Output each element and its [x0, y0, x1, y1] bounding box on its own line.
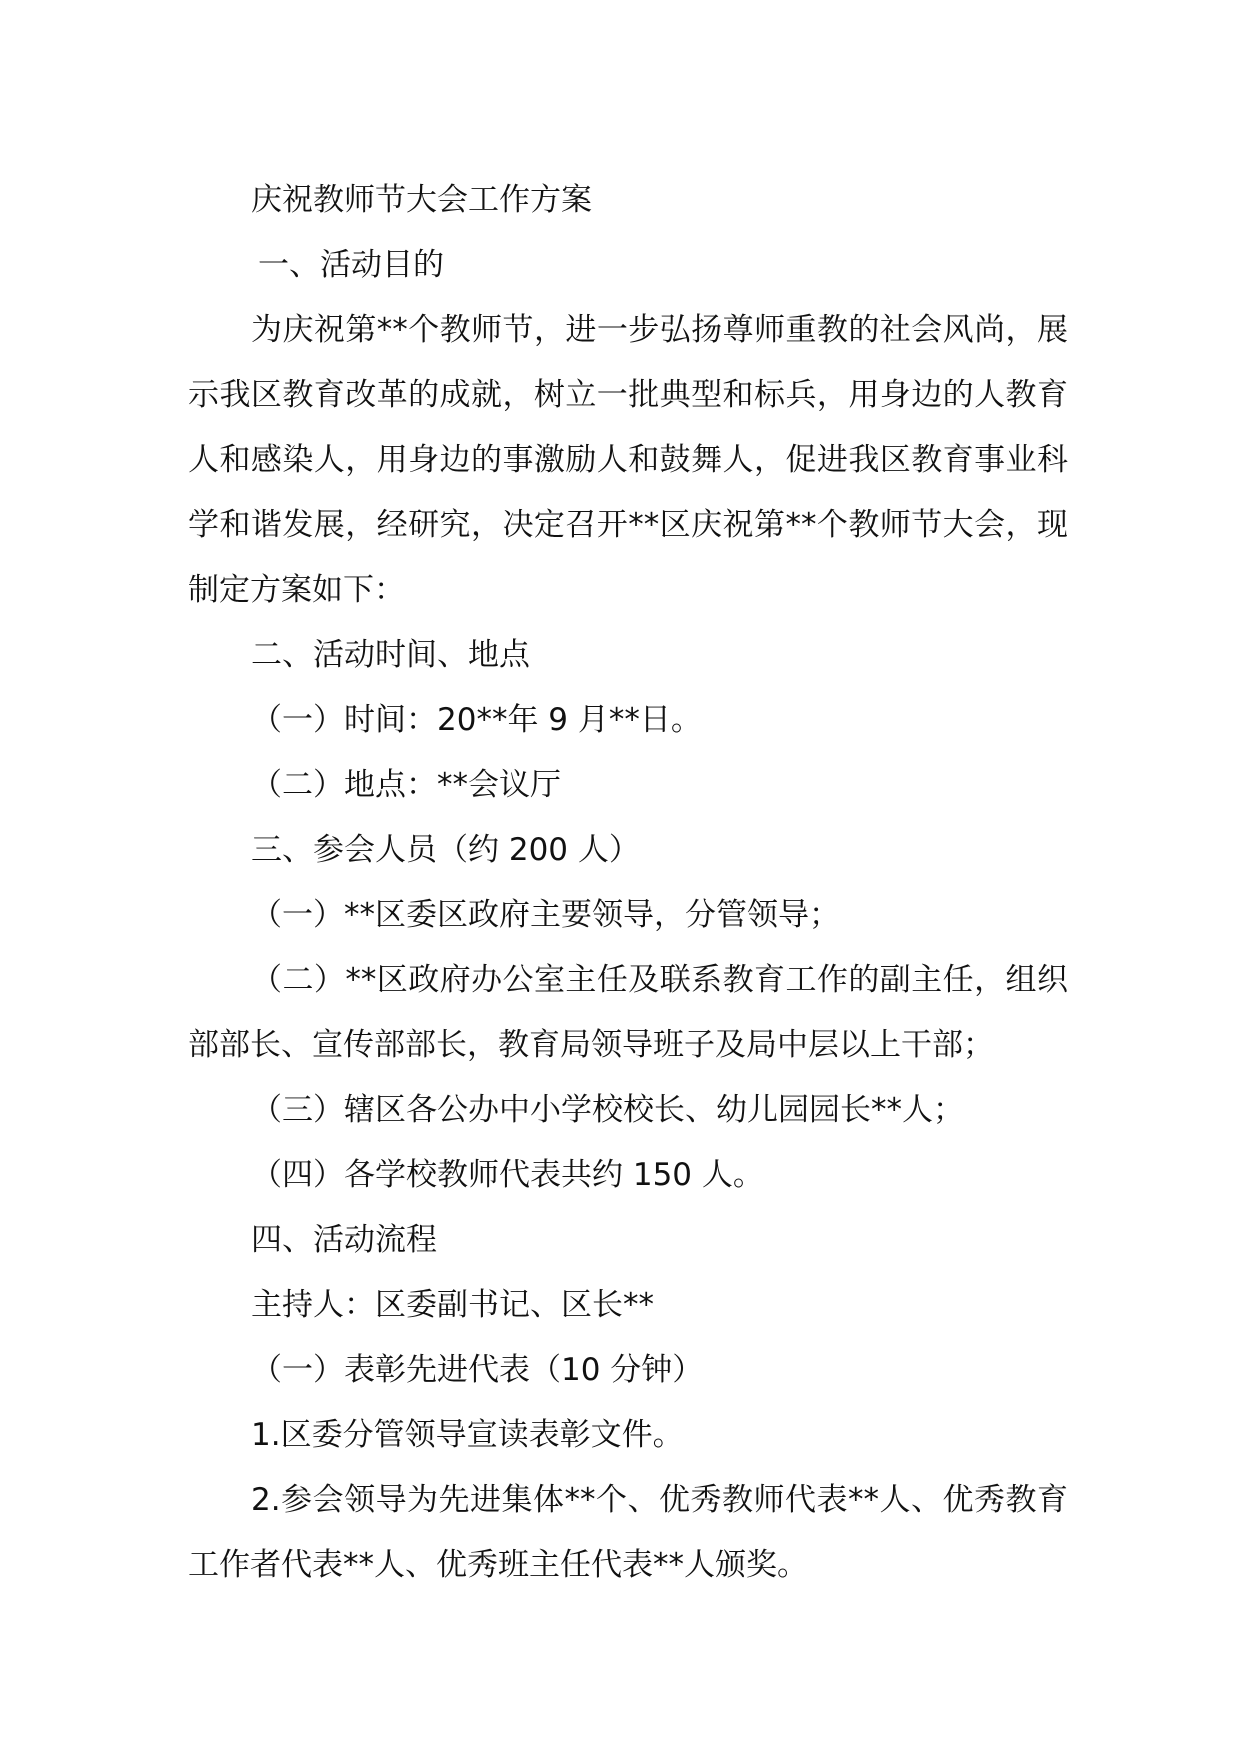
paragraph-attendees-2: （二）**区政府办公室主任及联系教育工作的副主任，组织部部长、宣传部部长，教育局领导班子及局中层以上干部；	[188, 962, 1068, 1063]
section-heading-purpose: 一、活动目的	[258, 247, 444, 283]
paragraph-attendees-3: （三）辖区各公办中小学校校长、幼儿园园长**人；	[251, 1092, 964, 1128]
paragraph-purpose: 为庆祝第**个教师节，进一步弘扬尊师重教的社会风尚，展示我区教育改革的成就，树立一批典型和标兵，用身边的人教育人和感染人，用身边的事激励人和鼓舞人，促进我区教育事业科学和谐发展，经研究，决定召开**区庆祝第**个教师节大会，现制定方案如下：	[188, 312, 1068, 608]
document-title: 庆祝教师节大会工作方案	[251, 182, 592, 218]
section-heading-process: 四、活动流程	[251, 1222, 437, 1258]
paragraph-commendation: （一）表彰先进代表（10 分钟）	[251, 1352, 704, 1388]
paragraph-attendees-1: （一）**区委区政府主要领导，分管领导；	[251, 897, 840, 933]
document-body	[188, 168, 1068, 1598]
section-heading-attendees: 三、参会人员（约 200 人）	[251, 832, 640, 868]
paragraph-attendees-4: （四）各学校教师代表共约 150 人。	[251, 1157, 764, 1193]
section-heading-time-place: 二、活动时间、地点	[251, 637, 530, 673]
paragraph-step-1: 1.区委分管领导宣读表彰文件。	[251, 1417, 684, 1453]
paragraph-place: （二）地点：**会议厅	[251, 767, 561, 803]
paragraph-host: 主持人：区委副书记、区长**	[251, 1287, 654, 1323]
paragraph-step-2: 2.参会领导为先进集体**个、优秀教师代表**人、优秀教育工作者代表**人、优秀班主任代表**人颁奖。	[188, 1482, 1068, 1583]
paragraph-time: （一）时间：20**年 9 月**日。	[251, 702, 702, 738]
